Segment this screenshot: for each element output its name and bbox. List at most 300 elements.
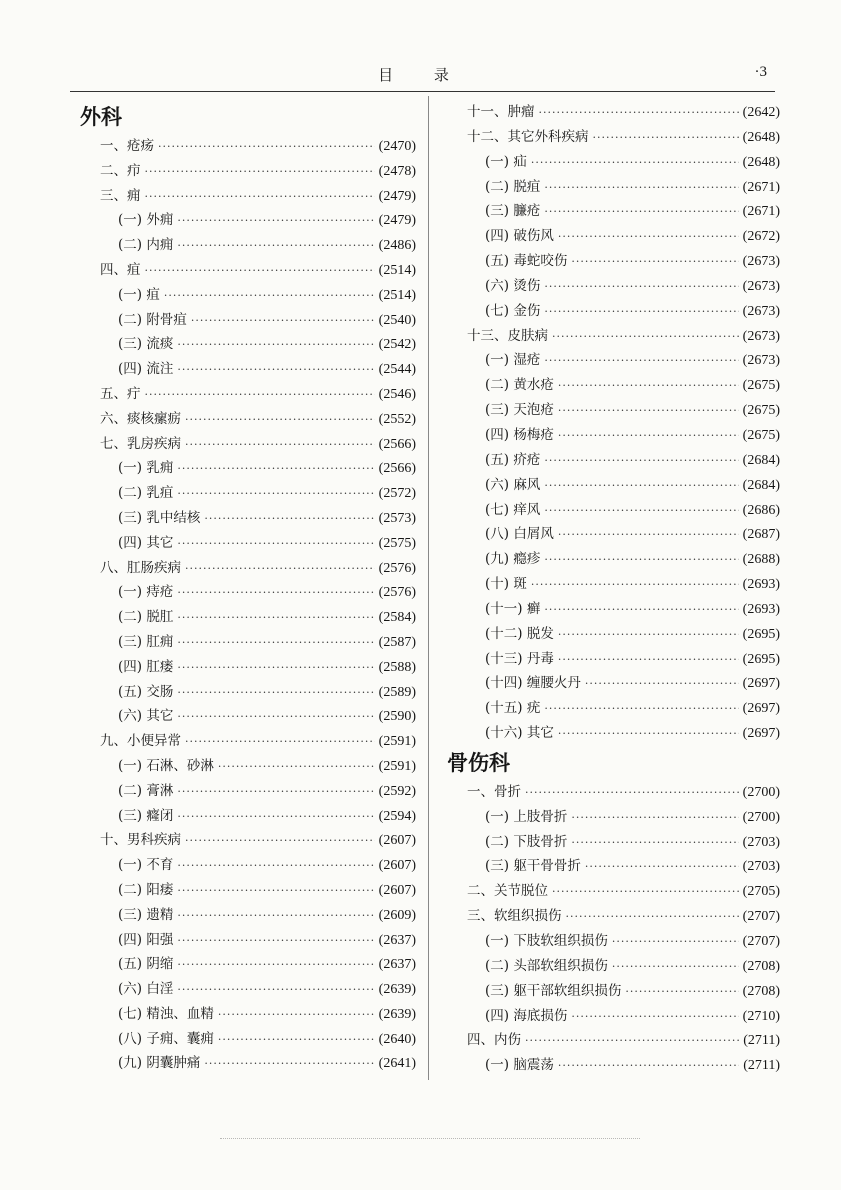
toc-entry[interactable] <box>447 100 780 125</box>
toc-entry-page: (2703) <box>742 859 780 875</box>
dot-leader <box>571 1005 738 1030</box>
toc-entry-label: 十、男科疾病 <box>100 832 181 849</box>
toc-entry-label: (二) 阳痿 <box>118 881 174 898</box>
toc-entry-label: 二、关节脱位 <box>467 883 548 900</box>
toc-entry-page: (2566) <box>378 436 416 452</box>
toc-entry-page: (2640) <box>378 1031 416 1047</box>
toc-entry[interactable] <box>447 224 780 249</box>
toc-entry-label: 四、疽 <box>100 261 141 278</box>
toc-entry[interactable] <box>447 175 780 200</box>
toc-entry[interactable] <box>80 952 416 977</box>
toc-entry-label: (二) 脱疽 <box>485 178 541 195</box>
dot-leader <box>544 176 738 201</box>
toc-entry-page: (2486) <box>378 238 416 254</box>
toc-entry[interactable] <box>80 655 416 680</box>
toc-entry[interactable] <box>80 878 416 903</box>
toc-entry-page: (2703) <box>742 834 780 850</box>
dot-leader <box>544 349 738 374</box>
toc-entry[interactable] <box>80 804 416 829</box>
dot-leader <box>544 499 738 524</box>
toc-entry[interactable] <box>447 373 780 398</box>
toc-entry-label: (三) 癃闭 <box>118 807 174 824</box>
toc-entry[interactable] <box>80 481 416 506</box>
toc-entry[interactable] <box>447 805 780 830</box>
toc-entry[interactable] <box>447 830 780 855</box>
toc-entry-label: (十三) 丹毒 <box>485 650 554 667</box>
toc-entry-page: (2675) <box>742 378 780 394</box>
toc-entry[interactable] <box>80 332 416 357</box>
toc-entry-page: (2566) <box>378 461 416 477</box>
toc-entry-label: (四) 破伤风 <box>485 228 554 245</box>
toc-entry-page: (2590) <box>378 709 416 725</box>
dot-leader <box>204 507 374 532</box>
toc-entry-label: (九) 瘾疹 <box>485 551 541 568</box>
toc-entry-label: (一) 上肢骨折 <box>485 808 568 825</box>
dot-leader <box>177 805 374 830</box>
toc-entry[interactable] <box>80 828 416 853</box>
dot-leader <box>544 300 738 325</box>
dot-leader <box>585 855 739 880</box>
toc-entry[interactable] <box>80 407 416 432</box>
toc-entry-page: (2700) <box>742 784 780 800</box>
toc-entry-page: (2648) <box>742 129 780 145</box>
toc-entry-page: (2710) <box>742 1008 780 1024</box>
toc-entry[interactable] <box>80 729 416 754</box>
toc-entry-page: (2711) <box>743 1058 780 1074</box>
toc-entry[interactable] <box>447 954 780 979</box>
toc-entry-label: (四) 流注 <box>118 361 174 378</box>
toc-entry-page: (2591) <box>378 734 416 750</box>
toc-entry-label: (十五) 疣 <box>485 700 541 717</box>
toc-entry-label: (二) 内痈 <box>118 237 174 254</box>
toc-entry-page: (2584) <box>378 610 416 626</box>
toc-entry-page: (2671) <box>742 204 780 220</box>
dot-leader <box>145 383 375 408</box>
dot-leader <box>531 573 739 598</box>
toc-entry[interactable] <box>80 233 416 258</box>
toc-entry[interactable] <box>447 1028 780 1053</box>
toc-entry-label: (三) 躯干部软组织损伤 <box>485 982 622 999</box>
dot-leader <box>177 482 374 507</box>
dot-leader <box>218 1003 375 1028</box>
dot-leader <box>552 880 739 905</box>
toc-entry-label: 十三、皮肤病 <box>467 327 548 344</box>
toc-entry-page: (2684) <box>742 477 780 493</box>
toc-entry-page: (2514) <box>378 287 416 303</box>
toc-entry[interactable] <box>447 854 780 879</box>
toc-entry-page: (2673) <box>742 254 780 270</box>
toc-entry[interactable] <box>447 249 780 274</box>
toc-entry-page: (2687) <box>742 527 780 543</box>
dot-leader <box>177 904 374 929</box>
toc-entry[interactable] <box>80 704 416 729</box>
toc-entry-label: (四) 其它 <box>118 534 174 551</box>
dot-leader <box>177 581 374 606</box>
toc-entry[interactable] <box>80 779 416 804</box>
toc-entry-page: (2675) <box>742 403 780 419</box>
toc-entry[interactable] <box>80 382 416 407</box>
toc-entry-page: (2594) <box>378 808 416 824</box>
dot-leader <box>544 548 738 573</box>
toc-entry-label: 十一、肿瘤 <box>467 104 535 120</box>
dot-leader <box>593 126 739 151</box>
toc-entry[interactable] <box>80 977 416 1002</box>
toc-entry-label: (八) 子痈、囊痈 <box>118 1030 214 1047</box>
header-title: 目 录 <box>378 66 467 84</box>
toc-entry-label: (一) 下肢软组织损伤 <box>485 933 608 949</box>
toc-entry[interactable] <box>447 979 780 1004</box>
toc-entry-page: (2572) <box>378 486 416 502</box>
toc-entry-label: 一、骨折 <box>467 783 521 800</box>
toc-entry[interactable] <box>447 696 780 721</box>
toc-entry-page: (2705) <box>742 884 780 900</box>
toc-entry-label: (四) 肛瘘 <box>118 658 174 675</box>
toc-entry-label: (五) 交肠 <box>118 683 174 700</box>
toc-entry[interactable] <box>447 274 780 299</box>
toc-entry[interactable] <box>80 531 416 556</box>
toc-entry-label: 二、疖 <box>100 162 141 179</box>
toc-entry[interactable] <box>447 671 780 696</box>
toc-entry-page: (2641) <box>378 1056 416 1072</box>
toc-entry-page: (2684) <box>742 452 780 468</box>
section-heading: 外科 <box>80 105 122 129</box>
toc-entry[interactable] <box>80 308 416 333</box>
toc-entry-label: (二) 附骨疽 <box>118 311 187 328</box>
toc-entry[interactable] <box>80 506 416 531</box>
page-number: ·3 <box>754 64 767 80</box>
toc-entry[interactable] <box>447 498 780 523</box>
toc-entry-label: (六) 麻风 <box>485 476 541 493</box>
toc-entry-page: (2576) <box>378 585 416 601</box>
toc-entry-page: (2708) <box>742 958 780 974</box>
toc-entry-label: (三) 肛痈 <box>118 633 174 650</box>
toc-entry-label: (三) 遗精 <box>118 906 174 923</box>
toc-entry-page: (2479) <box>378 188 416 204</box>
dot-leader <box>558 1054 739 1079</box>
toc-entry-page: (2675) <box>742 427 780 443</box>
toc-entry[interactable] <box>447 572 780 597</box>
toc-entry-page: (2671) <box>742 179 780 195</box>
toc-entry-page: (2542) <box>378 337 416 353</box>
dot-leader <box>145 185 375 210</box>
toc-entry-page: (2707) <box>742 909 780 925</box>
dot-leader <box>525 1029 739 1054</box>
toc-entry[interactable] <box>447 780 780 805</box>
toc-entry-page: (2607) <box>378 833 416 849</box>
toc-entry[interactable] <box>447 597 780 622</box>
toc-entry-page: (2673) <box>742 303 780 319</box>
toc-entry[interactable] <box>447 622 780 647</box>
toc-entry-page: (2695) <box>742 651 780 667</box>
toc-entry[interactable] <box>447 904 780 929</box>
dot-leader <box>177 929 374 954</box>
dot-leader <box>544 697 738 722</box>
toc-entry[interactable] <box>447 879 780 904</box>
toc-entry-label: (七) 金伤 <box>485 302 541 319</box>
dot-leader <box>177 681 374 706</box>
dot-leader <box>177 854 374 879</box>
dot-leader <box>177 656 374 681</box>
toc-entry-label: 五、疔 <box>100 385 141 402</box>
toc-entry-page: (2479) <box>378 213 416 229</box>
toc-entry[interactable] <box>447 721 780 746</box>
toc-entry-label: (四) 海底损伤 <box>485 1007 568 1024</box>
toc-entry-label: (五) 阴缩 <box>118 956 174 973</box>
toc-entry-page: (2575) <box>378 535 416 551</box>
toc-entry-page: (2546) <box>378 386 416 402</box>
dot-leader <box>177 879 374 904</box>
toc-entry[interactable] <box>80 1051 416 1076</box>
toc-entry-label: 三、痈 <box>100 187 141 204</box>
toc-entry-page: (2639) <box>378 1006 416 1022</box>
toc-entry[interactable] <box>447 473 780 498</box>
toc-entry-page: (2693) <box>742 601 780 617</box>
toc-entry[interactable] <box>447 423 780 448</box>
toc-entry-label: (十六) 其它 <box>485 725 554 742</box>
toc-entry[interactable] <box>447 150 780 175</box>
toc-entry[interactable] <box>80 357 416 382</box>
dot-leader <box>571 831 738 856</box>
toc-entry-label: (二) 膏淋 <box>118 782 174 799</box>
toc-entry-page: (2695) <box>742 626 780 642</box>
dot-leader <box>544 449 738 474</box>
toc-entry-page: (2708) <box>742 983 780 999</box>
toc-entry-label: 十二、其它外科疾病 <box>467 128 589 145</box>
toc-entry-label: (一) 石淋、砂淋 <box>118 757 214 774</box>
toc-entry-label: (四) 阳强 <box>118 931 174 948</box>
toc-entry-label: (一) 不育 <box>118 857 174 874</box>
toc-entry-label: (六) 烫伤 <box>485 277 541 294</box>
toc-entry-label: (二) 头部软组织损伤 <box>485 957 608 974</box>
dot-leader <box>571 806 738 831</box>
toc-entry[interactable] <box>80 605 416 630</box>
toc-entry-page: (2470) <box>378 139 416 154</box>
toc-entry[interactable] <box>447 647 780 672</box>
dot-leader <box>145 259 375 284</box>
dot-leader <box>558 623 739 648</box>
toc-entry-label: 七、乳房疾病 <box>100 435 181 452</box>
toc-entry[interactable] <box>447 299 780 324</box>
toc-entry-page: (2673) <box>742 353 780 369</box>
toc-entry-label: (一) 疝 <box>485 153 527 170</box>
toc-entry-label: (八) 白屑风 <box>485 526 554 543</box>
toc-entry-label: (六) 其它 <box>118 708 174 725</box>
toc-entry[interactable] <box>80 1027 416 1052</box>
dot-leader <box>544 275 738 300</box>
dot-leader <box>177 705 374 730</box>
toc-entry-page: (2672) <box>742 229 780 245</box>
toc-entry-label: (十) 斑 <box>485 576 527 593</box>
toc-entry-label: (十四) 缠腰火丹 <box>485 675 581 692</box>
toc-entry[interactable] <box>80 556 416 581</box>
toc-entry-page: (2588) <box>378 659 416 675</box>
toc-entry-page: (2639) <box>378 982 416 998</box>
toc-entry-page: (2697) <box>742 701 780 717</box>
toc-entry[interactable] <box>80 630 416 655</box>
toc-entry[interactable] <box>80 754 416 779</box>
toc-entry-page: (2711) <box>743 1033 780 1049</box>
dot-leader <box>177 358 374 383</box>
toc-entry-page: (2552) <box>378 411 416 427</box>
toc-entry[interactable] <box>447 1053 780 1078</box>
toc-entry-page: (2587) <box>378 634 416 650</box>
dot-leader <box>177 606 374 631</box>
toc-entry[interactable] <box>447 348 780 373</box>
toc-entry[interactable] <box>80 903 416 928</box>
toc-entry-label: (三) 天泡疮 <box>485 402 554 419</box>
toc-entry-label: (七) 痒风 <box>485 501 541 518</box>
toc-entry[interactable] <box>80 184 416 209</box>
toc-entry-page: (2686) <box>742 502 780 518</box>
dot-leader <box>571 250 738 275</box>
toc-entry-label: 八、肛肠疾病 <box>100 559 181 576</box>
toc-entry-page: (2648) <box>742 154 780 170</box>
toc-entry[interactable] <box>447 522 780 547</box>
dot-leader <box>544 598 738 623</box>
toc-entry[interactable] <box>80 680 416 705</box>
toc-entry-page: (2589) <box>378 684 416 700</box>
toc-entry[interactable] <box>447 1004 780 1029</box>
toc-entry[interactable] <box>80 208 416 233</box>
dot-leader <box>177 953 374 978</box>
toc-entry-page: (2697) <box>742 676 780 692</box>
toc-entry-label: (二) 乳疽 <box>118 485 174 502</box>
toc-entry-label: (七) 精浊、血精 <box>118 1005 214 1022</box>
toc-entry-label: (一) 乳痈 <box>118 460 174 477</box>
dot-leader <box>612 930 739 955</box>
dot-leader <box>612 955 739 980</box>
dot-leader <box>544 200 738 225</box>
toc-entry-page: (2673) <box>742 278 780 294</box>
dot-leader <box>558 399 739 424</box>
dot-leader <box>185 829 375 854</box>
toc-entry-label: 一、疮疡 <box>100 138 154 154</box>
toc-entry-label: 三、软组织损伤 <box>467 908 562 925</box>
toc-entry-label: (三) 乳中结核 <box>118 509 201 526</box>
toc-entry-page: (2642) <box>742 105 780 120</box>
dot-leader <box>558 374 739 399</box>
dot-leader <box>177 978 374 1003</box>
dot-leader <box>552 325 739 350</box>
toc-entry[interactable] <box>447 398 780 423</box>
toc-entry-label: (四) 杨梅疮 <box>485 426 554 443</box>
toc-entry-label: (三) 臁疮 <box>485 203 541 220</box>
toc-entry-label: (三) 流痰 <box>118 336 174 353</box>
toc-entry-label: (十一) 癣 <box>485 600 541 617</box>
dot-leader <box>558 523 739 548</box>
toc-entry-label: (二) 黄水疮 <box>485 377 554 394</box>
toc-entry[interactable] <box>80 928 416 953</box>
toc-entry[interactable] <box>447 125 780 150</box>
toc-entry-page: (2591) <box>378 758 416 774</box>
dot-leader <box>185 408 375 433</box>
toc-entry-page: (2637) <box>378 932 416 948</box>
toc-entry-page: (2688) <box>742 552 780 568</box>
toc-entry-label: (三) 躯干骨骨折 <box>485 858 581 875</box>
dot-leader <box>185 433 375 458</box>
toc-entry-page: (2544) <box>378 362 416 378</box>
dot-leader <box>204 1052 374 1077</box>
toc-entry-label: (二) 脱肛 <box>118 609 174 626</box>
dot-leader <box>558 648 739 673</box>
toc-entry[interactable] <box>80 283 416 308</box>
toc-left-column <box>80 100 416 1076</box>
toc-entry-page: (2576) <box>378 560 416 576</box>
toc-entry-label: 四、内伤 <box>467 1032 521 1049</box>
dot-leader <box>177 234 374 259</box>
toc-entry-label: 六、痰核瘰疬 <box>100 410 181 427</box>
dot-leader <box>566 905 739 930</box>
toc-entry[interactable] <box>447 324 780 349</box>
dot-leader <box>177 457 374 482</box>
dot-leader <box>164 284 375 309</box>
toc-entry-label: (一) 脑震荡 <box>485 1057 554 1074</box>
dot-leader <box>218 1028 375 1053</box>
dot-leader <box>158 135 375 160</box>
dot-leader <box>145 160 375 185</box>
toc-entry-page: (2592) <box>378 783 416 799</box>
column-divider <box>428 96 429 1080</box>
toc-entry[interactable] <box>80 853 416 878</box>
toc-entry[interactable] <box>80 258 416 283</box>
toc-entry[interactable] <box>447 547 780 572</box>
dot-leader <box>558 225 739 250</box>
scan-specks <box>220 1138 640 1143</box>
toc-entry-label: (十二) 脱发 <box>485 625 554 642</box>
toc-entry-label: (九) 阴囊肿痛 <box>118 1055 201 1072</box>
toc-entry-page: (2609) <box>378 907 416 923</box>
toc-entry[interactable] <box>80 134 416 159</box>
toc-entry-page: (2514) <box>378 262 416 278</box>
toc-entry-page: (2478) <box>378 163 416 179</box>
toc-entry-page: (2700) <box>742 809 780 825</box>
dot-leader <box>191 309 375 334</box>
toc-entry-label: (五) 毒蛇咬伤 <box>485 253 568 270</box>
toc-entry-page: (2607) <box>378 882 416 898</box>
toc-entry-page: (2673) <box>742 328 780 344</box>
toc-entry-label: 九、小便异常 <box>100 733 181 750</box>
dot-leader <box>531 151 739 176</box>
toc-entry-page: (2637) <box>378 957 416 973</box>
toc-entry-page: (2693) <box>742 577 780 593</box>
dot-leader <box>558 424 739 449</box>
toc-entry[interactable] <box>80 580 416 605</box>
dot-leader <box>544 474 738 499</box>
dot-leader <box>218 755 375 780</box>
dot-leader <box>185 730 375 755</box>
toc-entry[interactable] <box>80 159 416 184</box>
toc-entry[interactable] <box>80 456 416 481</box>
toc-right-column <box>447 100 780 1078</box>
toc-entry[interactable] <box>80 432 416 457</box>
dot-leader <box>185 557 375 582</box>
toc-entry[interactable] <box>80 1002 416 1027</box>
toc-entry-page: (2707) <box>742 934 780 949</box>
header-rule <box>70 91 775 92</box>
toc-entry-page: (2540) <box>378 312 416 328</box>
toc-entry[interactable] <box>447 929 780 954</box>
toc-entry-label: (一) 疽 <box>118 286 160 303</box>
toc-entry[interactable] <box>447 448 780 473</box>
toc-entry[interactable] <box>447 199 780 224</box>
dot-leader <box>177 532 374 557</box>
toc-entry-label: (二) 下肢骨折 <box>485 833 568 850</box>
toc-entry-label: (一) 外痈 <box>118 212 174 229</box>
dot-leader <box>539 101 739 126</box>
dot-leader <box>177 333 374 358</box>
page-header <box>70 62 775 88</box>
dot-leader <box>177 631 374 656</box>
